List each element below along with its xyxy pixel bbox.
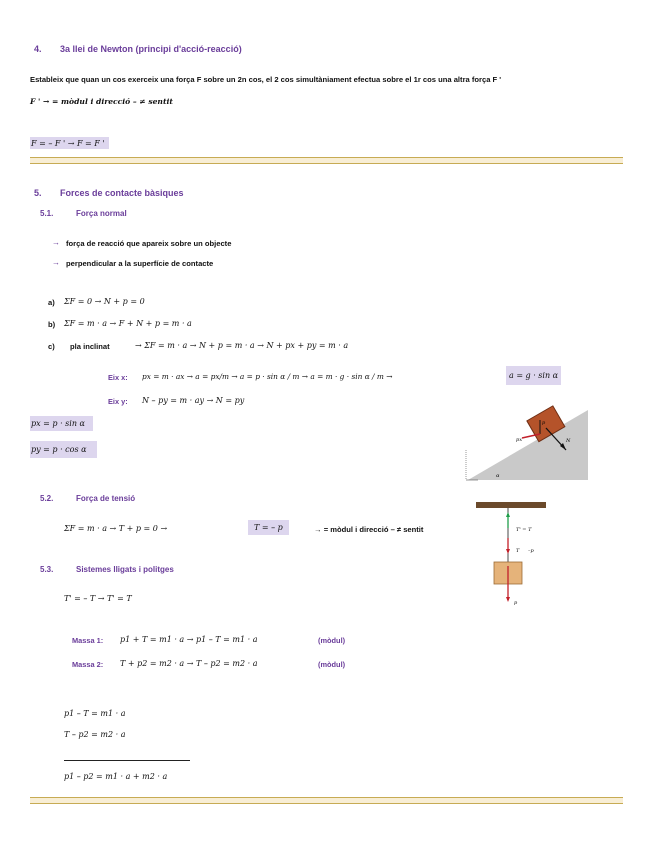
bullet-arrow-icon: → [52, 238, 60, 247]
subsection-5-1-number: 5.1. [40, 209, 54, 218]
subsection-5-3-title: Sistemes lligats i politges [76, 565, 174, 574]
section-4-number: 4. [34, 44, 42, 54]
massa-2-formula: T + p2 = m2 · a → T – p2 = m2 · a [120, 659, 258, 668]
section-5-heading: Forces de contacte bàsiques [60, 188, 184, 198]
tension-highlight: T = – p [248, 520, 289, 535]
massa-1-formula: p1 + T = m1 · a → p1 – T = m1 · a [120, 635, 258, 644]
subsection-5-2-title: Força de tensió [76, 494, 136, 503]
eix-x-result: a = g · sin α [506, 366, 561, 385]
massa-2-note: (mòdul) [318, 660, 346, 669]
subsection-5-3-formula: T' = – T → T' = T [64, 594, 132, 603]
incline-diagram [458, 398, 590, 482]
item-c-text: pla inclinat [70, 342, 110, 351]
incline-label-px: px [516, 437, 523, 443]
section-4-paragraph-2: F ' → = mòdul i direcció – ≠ sentit [30, 97, 173, 106]
bullet-item-2: perpendicular a la superfície de contacte [66, 259, 214, 268]
tension-diagram [470, 500, 552, 606]
eix-x-label: Eix x: [108, 373, 128, 382]
tension-label-p: p [514, 600, 518, 606]
py-formula: py = p · cos α [30, 441, 97, 458]
eix-y-formula: N – py = m · ay → N = py [142, 396, 245, 405]
ceiling [476, 502, 546, 508]
bullet-item-1: força de reacció que apareix sobre un objecte [66, 239, 232, 248]
divider-1 [30, 157, 623, 164]
eix-x-formula: px = m · ax → a = px/m → a = p · sin α / m → a = m · g · sin α / m → [142, 372, 393, 381]
equation-3: p1 – p2 = m1 · a + m2 · a [64, 772, 168, 781]
massa-2-label: Massa 2: [72, 660, 104, 669]
tension-label-neg-p: –p [528, 548, 534, 554]
equation-1: p1 – T = m1 · a [64, 709, 126, 718]
section-5-number: 5. [34, 188, 42, 198]
px-formula: px = p · sin α [30, 416, 93, 431]
item-b-formula: ΣF = m · a → F + N + p = m · a [64, 319, 192, 328]
equation-2: T – p2 = m2 · a [64, 730, 126, 739]
subsection-5-1-title: Força normal [76, 209, 127, 218]
incline-label-n: N [566, 438, 571, 444]
tension-label-up: T' = T [516, 527, 532, 533]
massa-1-label: Massa 1: [72, 636, 104, 645]
subsection-5-3-number: 5.3. [40, 565, 54, 574]
sum-rule [64, 760, 190, 761]
section-4-formula: F = – F ' → F = F ' [30, 137, 109, 149]
section-4-heading: 3a llei de Newton (principi d'acció-reacció) [60, 44, 242, 54]
item-c-label: c) [48, 342, 55, 351]
incline-label-p: p [542, 420, 546, 426]
item-c-formula: → ΣF = m · a → N + p = m · a → N + px + py = m · a [135, 341, 349, 350]
subsection-5-2-formula: ΣF = m · a → T + p = 0 → [64, 524, 168, 533]
subsection-5-2-number: 5.2. [40, 494, 54, 503]
item-a-formula: ΣF = 0 → N + p = 0 [64, 297, 145, 306]
tension-label-down: T [516, 548, 520, 554]
incline-label-angle: α [496, 473, 500, 479]
tension-tail: → = mòdul i direcció – ≠ sentit [314, 525, 424, 534]
bullet-arrow-icon: → [52, 258, 60, 267]
item-a-label: a) [48, 298, 55, 307]
massa-1-note: (mòdul) [318, 636, 346, 645]
divider-2 [30, 797, 623, 804]
eix-y-label: Eix y: [108, 397, 128, 406]
item-b-label: b) [48, 320, 56, 329]
section-4-paragraph: Estableix que quan un cos exerceix una força F sobre un 2n cos, el 2 cos simultàniament efectua sobre el 1r cos una altra força F ' [30, 75, 502, 84]
